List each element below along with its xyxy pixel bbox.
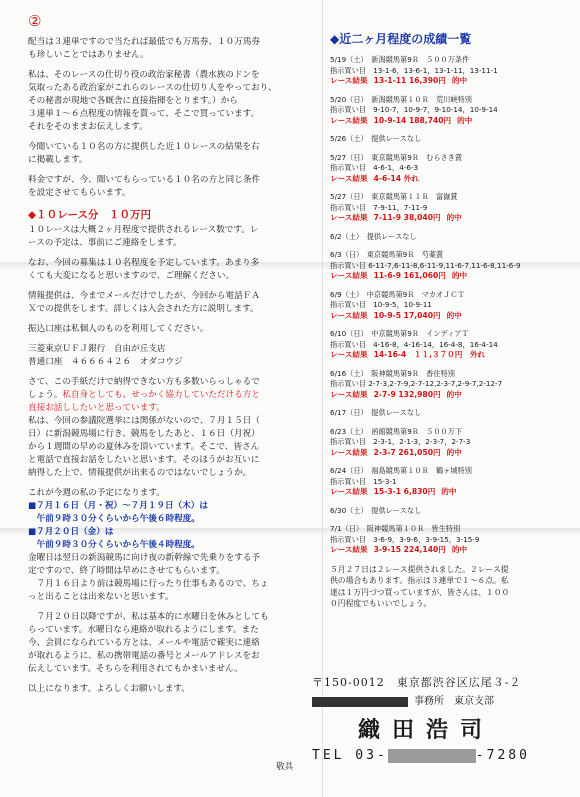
- signoff: 敬具: [276, 762, 294, 772]
- race-picks: 指示買い目 4-16-8，4-16-14，16-4-8，16-4-14: [330, 339, 498, 349]
- paragraph: [28, 174, 320, 200]
- page-number: ②: [28, 12, 42, 30]
- race-entry: [330, 192, 572, 224]
- text-line: 気取ったある政治家がこれらのレースの仕切り人をやっており、: [28, 83, 277, 93]
- race-header: 5/19（土） 新潟競馬第9Ｒ ５００万条件: [330, 55, 470, 64]
- results-title: ◆近二ヶ月程度の成績一覧: [330, 32, 472, 46]
- text-line: ７月２０日以降ですが、私は基本的に水曜日を休みとしても: [28, 612, 269, 622]
- last-paragraph: [28, 611, 320, 676]
- text-line: を設定させてもらいます。: [28, 188, 131, 198]
- race-result: レース結果 10-9-5 17,040円 的中: [330, 310, 462, 320]
- text-line: 金曜日は翌日の新潟競馬に向け夜の新幹線で先乗りをする予: [28, 553, 261, 563]
- race-result: レース結果 2-3-7 261,050円 的中: [330, 447, 462, 457]
- text-line: らっています。水曜日なら連絡が取れるようにします。また: [28, 625, 259, 635]
- text-line: 今、会員になられている方とは、メールや電話で確実に連絡: [28, 638, 260, 648]
- race-picks: 指示買い目 7-9-11，7-11-9: [330, 202, 428, 212]
- race-result: レース結果 14-16-4 １１,３７０円 外れ: [330, 350, 486, 359]
- text-line: くても大変になると思いますので、ご理解ください。: [28, 271, 235, 281]
- race-header: 5/27（日） 東京競馬第１１Ｒ 富嶽賞: [330, 192, 458, 201]
- text-line: ７月１６日より前は競馬場に行ったり仕事もあるので、ちょ: [28, 579, 269, 589]
- paragraph: [28, 323, 320, 336]
- race-entry: [330, 408, 572, 419]
- paragraph: [28, 224, 320, 250]
- race-result: レース結果 3-9-15 224,140円 的中: [330, 545, 468, 554]
- race-entry: [330, 466, 572, 498]
- text-line: なお、今回の募集は１０名程度を予定しています。あまり多: [28, 258, 260, 268]
- paragraph: [28, 343, 320, 369]
- race-list: [330, 55, 572, 556]
- text-line: 今聞いている１０名の方に提供した近１０レースの結果を右: [28, 142, 260, 152]
- race-entry: [330, 134, 572, 145]
- race-header: 5/27（日） 東京競馬第9Ｒ むらさき賞: [330, 152, 463, 162]
- race-header: 7/1（日） 阪神競馬第１０Ｒ 皆生特別: [330, 524, 461, 533]
- race-result: レース結果 13-1-11 16,390円 的中: [330, 76, 468, 85]
- race-result: レース結果 11-6-9 161,060円 的中: [330, 271, 468, 280]
- race-picks: 指示買い目 13-1-6，13-6-1，13-1-11，13-11-1: [330, 65, 498, 75]
- race-picks: 指示買い目 9-10-7，10-9-7，9-10-14，10-9-14: [330, 105, 498, 114]
- text-line: っと出ることは出来ないと思います。: [28, 592, 174, 602]
- text-line: から１週間の早めの夏休みを頂いています。そこで、皆さん: [28, 442, 260, 452]
- body-paragraphs: [28, 224, 320, 369]
- race-picks: 指示買い目 2-3-1，2-1-3，2-3-7，2-7-3: [330, 437, 471, 446]
- text-line: 配当は３連単ですので当たれば最低でも万馬券、１０万馬券: [28, 37, 261, 47]
- text-line: も珍しいことではありません。: [28, 50, 149, 60]
- text-line: 私は、そのレースの仕切り役の政治家秘書（農水族のドンを: [28, 70, 260, 80]
- race-header: 6/9（土） 中京競馬第9Ｒ マカオＪＣＴ: [330, 289, 465, 299]
- race-header: 5/20（日） 新潟競馬第１０Ｒ 荒川峡特別: [330, 94, 472, 104]
- race-picks: 指示買い目 10-9-5，10-9-11: [330, 300, 432, 309]
- intro-paragraphs: [28, 36, 320, 200]
- text-line: 三菱東京ＵＦＪ銀行 自由が丘支店: [28, 344, 166, 354]
- text-line: ースの予定は、事前にご連絡をします。: [28, 238, 182, 248]
- text-line: 達は１万円づつ買っていますが、皆さんは、１００: [330, 587, 510, 597]
- race-entry: [330, 250, 572, 282]
- paragraph: [28, 290, 320, 316]
- race-result: レース結果 4-6-14 外れ: [330, 173, 419, 183]
- text-line: ■７月１６日（月・祝）〜７月１９日（木）は: [28, 501, 208, 511]
- race-header: 6/10（日） 中京競馬第9Ｒ インディアＴ: [330, 329, 469, 338]
- paragraph: [28, 69, 320, 134]
- text-line: Ｘでの提供をします。詳しくは入会された方に説明します。: [28, 304, 259, 314]
- race-result: レース結果 7-11-9 38,040円 的中: [330, 213, 462, 222]
- race-picks: 指示買い目 4-6-1，4-6-3: [330, 163, 419, 172]
- text-line: に掲載します。: [28, 155, 88, 165]
- race-entry: [330, 232, 572, 243]
- text-line: ５月２７日は２レース提供されました。２レース提: [330, 564, 509, 574]
- race-entry: [330, 153, 572, 185]
- results-note: [330, 564, 572, 610]
- race-header: 6/23（土） 函館競馬第9Ｒ ５００万下: [330, 426, 463, 436]
- race-picks: 指示買い目 2-7-3,2-7-9,2-7-12,2-3-7,2-9-7,2-12-7: [330, 379, 503, 388]
- text-line: 日）に新潟競馬場に行き、競馬をしたあと、１６日（月祝）: [28, 429, 260, 439]
- race-header: 6/30（土） 提供レースなし: [330, 505, 422, 515]
- race-entry: [330, 329, 572, 361]
- race-entry: [330, 290, 572, 322]
- text-line: 供の場合もあります。指示は３連単で１〜６点。私: [330, 576, 509, 585]
- text-line: 私は、今回の参議院選挙には関係がないので、７月１５日（: [28, 416, 260, 426]
- race-entry: [330, 524, 572, 556]
- race-header: 5/26（土） 提供レースなし: [330, 134, 422, 143]
- text-line: 午前９時３０分くらいから午後６時程度。: [28, 514, 200, 524]
- sender-phone: TEL 03- -7280: [312, 748, 530, 763]
- text-line: その秘書が現地で各厩舎に直接指揮をとります。）から: [28, 96, 238, 106]
- race-header: 6/17（日） 提供レースなし: [330, 408, 422, 417]
- race-entry: [330, 369, 572, 401]
- race-header: 6/16（土） 阪神競馬第9Ｒ 香住特別: [330, 368, 455, 378]
- text-line: 定ですので、終了時間は早めにさせてもらいます。: [28, 566, 225, 576]
- paragraph: [28, 141, 320, 167]
- text-line: ３連単１〜６点程度の情報を貰って、そこで買っています。: [28, 109, 260, 119]
- sender-stamp: [312, 674, 574, 784]
- text-line: それをそのままお伝えします。: [28, 122, 148, 132]
- redaction-block: [388, 749, 476, 763]
- race-entry: [330, 427, 572, 459]
- race-picks: 指示買い目 15-3-1: [330, 476, 397, 486]
- text-line: １０レースは大概２ヶ月程度で提供されるレース数です。レ: [28, 225, 259, 235]
- race-result: レース結果 15-3-1 6,830円 的中: [330, 487, 457, 496]
- race-entry: [330, 95, 572, 127]
- text-line: 普通口座 ４６６６４２６ オダコウジ: [28, 357, 183, 367]
- text-line: 伝えしています。そちらを利用されてもかまいません。: [28, 664, 243, 674]
- text-line: ０円程度でもいいでしょう。: [330, 599, 432, 608]
- text-line: 情報提供は、今までメールだけでしたが、今回から電話ＦＡ: [28, 291, 260, 301]
- race-entry: [330, 506, 572, 517]
- paragraph: [28, 36, 320, 62]
- left-column: [28, 12, 320, 703]
- text-line: ■７月２０日（金）は: [28, 527, 114, 537]
- text-line: と電話で直接お話をしたいと思います。そのほうがお互いに: [28, 455, 260, 465]
- text-line: 納得した上で、情報提供が出来るのではないでしょうか。: [28, 468, 252, 478]
- race-header: 6/24（日） 福島競馬第１０Ｒ 鶴ヶ城特別: [330, 466, 472, 475]
- meet-paragraph: さて、この手紙だけで納得できない方も多数いらっしゃるで しょう。私自身としても、せっかく協力していただける方と 直接お話ししたいと思っています。 私は、今回の参議院選挙には関係がないので、７月１５日（ 日）に新潟競馬場に行き、競馬をしたあと、１６日（月祝） から１週間の早めの夏休みを頂いています。そこで、皆さん と電話で直接お話をしたいと思います。そのほうがお互いに 納得した上で、情報提供が出来るのではないでしょうか。: [28, 376, 320, 480]
- race-picks: 指示買い目 3-6-9，3-9-6，3-9-15，3-15-9: [330, 534, 480, 544]
- sender-name: 織田浩司: [358, 717, 495, 743]
- race-header: 6/3（日） 東京競馬第9Ｒ 芍薬賞: [330, 250, 444, 259]
- race-picks: 指示買い目 6-11-7,6-11-8,6-11-9,11-6-7,11-6-8,11-6-9: [330, 260, 521, 270]
- race-entry: [330, 55, 572, 87]
- closing: 以上になります。よろしくお願いします。: [28, 684, 190, 694]
- text-line: 午前９時３０分くらいから午後４時程度。: [28, 540, 200, 550]
- price-section-title: ◆１０レース分 １０万円: [28, 209, 152, 221]
- race-result: レース結果 10-9-14 188,740円 的中: [330, 115, 473, 125]
- sender-office: 事務所 東京支部: [312, 692, 574, 707]
- text-line: が取れるように、私の携帯電話の番号とメールアドレスをお: [28, 651, 260, 661]
- race-result: レース結果 2-7-9 132,980円 的中: [330, 389, 462, 399]
- right-column: [330, 30, 572, 610]
- race-header: 6/2（土） 提供レースなし: [330, 231, 417, 241]
- text-line: 振込口座は私個人のものを利用してください。: [28, 324, 209, 334]
- paragraph: [28, 257, 320, 283]
- text-line: 料金ですが、今、聞いてもらっている１０名の方と同じ条件: [28, 175, 261, 185]
- schedule: これが今週の私の予定になります。 ■７月１６日（月・祝）〜７月１９日（木）は 午前９時３０分くらいから午後６時程度。 ■７月２０日（金）は 午前９時３０分くらいから午後４時程度。 金曜日は翌日の新潟競馬に向け夜の新幹線で先乗りをする予 定ですので、終了時間は早めにさせてもらいます。 ７月１６日より前は競馬場に行ったり仕事もあるので、ちょ っと出ることは出来ないと思います。: [28, 487, 320, 604]
- sender-address: 〒150-0012 東京都渋谷区広尾３-２: [312, 676, 522, 689]
- redaction-block: [312, 697, 408, 707]
